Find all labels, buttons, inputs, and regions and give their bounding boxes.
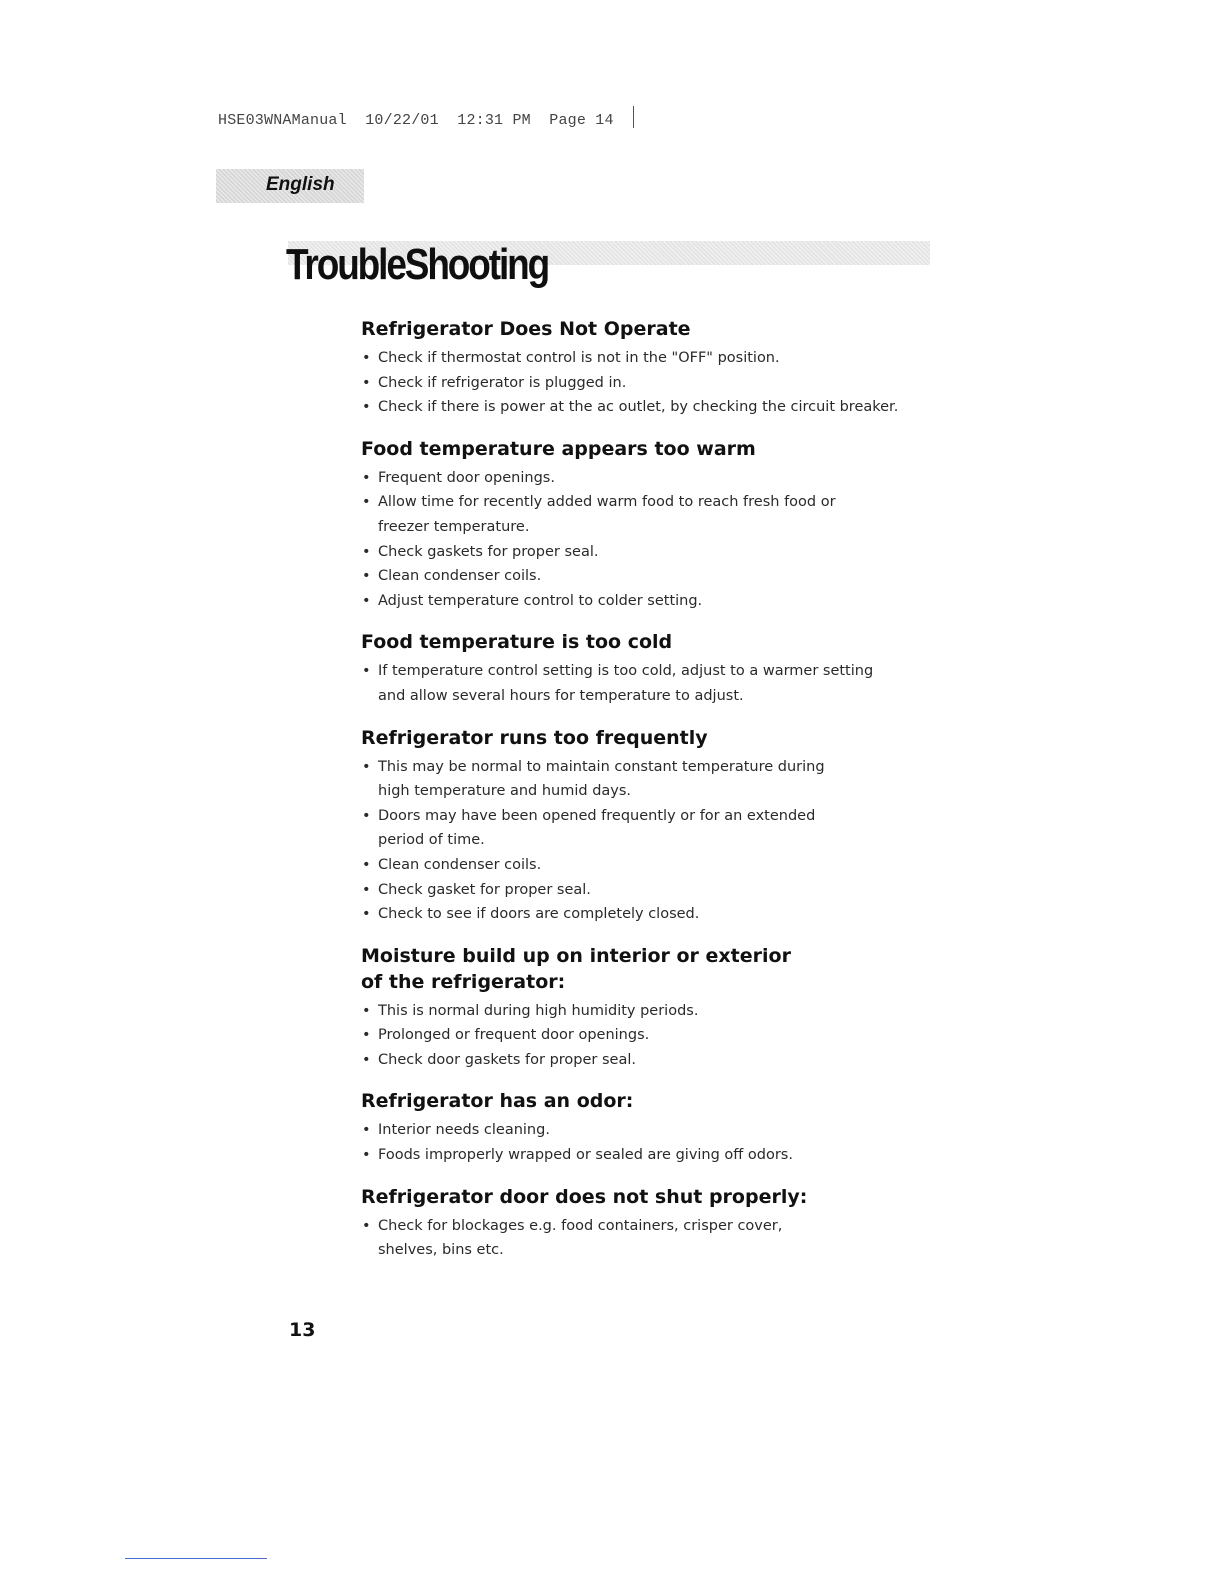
section-list [361, 755, 961, 927]
section-list [361, 346, 961, 420]
print-header: HSE03WNAManual 10/22/01 12:31 PM Page 14 [218, 112, 614, 129]
language-tab [216, 169, 364, 203]
list-item: • Check door gaskets for proper seal. [361, 1048, 961, 1073]
list-item: • Doors may have been opened frequently or for an extended period of time. [361, 804, 858, 853]
list-item: • Check for blockages e.g. food containers, crisper cover, shelves, bins etc. [361, 1214, 828, 1263]
page-number: 13 [289, 1319, 316, 1341]
section-odor [361, 1088, 961, 1167]
section-too-warm [361, 436, 961, 614]
list-item: • Check if refrigerator is plugged in. [361, 371, 961, 396]
list-item: • Check gasket for proper seal. [361, 878, 961, 903]
page-title: TroubleShooting [286, 240, 549, 289]
list-item: • Foods improperly wrapped or sealed are giving off odors. [361, 1143, 961, 1168]
list-item: • Check gaskets for proper seal. [361, 540, 961, 565]
section-list [361, 659, 961, 708]
list-item: • Check if there is power at the ac outlet, by checking the circuit breaker. [361, 395, 961, 420]
section-list [361, 1118, 961, 1167]
section-list [361, 1214, 961, 1263]
list-item: • This is normal during high humidity periods. [361, 999, 961, 1024]
troubleshooting-content [361, 316, 961, 1279]
list-item: • Clean condenser coils. [361, 564, 961, 589]
section-door-not-shut [361, 1184, 961, 1263]
section-heading: Refrigerator has an odor: [361, 1090, 634, 1113]
list-item: • Adjust temperature control to colder setting. [361, 589, 961, 614]
section-runs-frequently [361, 725, 961, 927]
section-heading: Moisture build up on interior or exterior of the refrigerator: [361, 944, 791, 993]
section-moisture [361, 943, 961, 1073]
section-too-cold [361, 629, 961, 708]
section-list [361, 466, 961, 614]
list-item: • This may be normal to maintain constant temperature during high temperature and humid days. [361, 755, 858, 804]
list-item: • Frequent door openings. [361, 466, 961, 491]
footer-rule [125, 1558, 267, 1559]
section-heading: Refrigerator Does Not Operate [361, 318, 691, 340]
language-tab-label: English [266, 174, 335, 195]
list-item: • Prolonged or frequent door openings. [361, 1023, 961, 1048]
crop-mark [633, 106, 634, 128]
section-list [361, 999, 961, 1073]
section-heading: Refrigerator runs too frequently [361, 726, 708, 749]
list-item: • Allow time for recently added warm food to reach fresh food or freezer temperature. [361, 490, 878, 539]
list-item: • Check to see if doors are completely closed. [361, 902, 961, 927]
list-item: • If temperature control setting is too cold, adjust to a warmer setting and allow several hours for temperature to adjust. [361, 659, 903, 708]
section-heading: Food temperature is too cold [361, 631, 673, 654]
section-heading: Food temperature appears too warm [361, 437, 756, 460]
list-item: • Interior needs cleaning. [361, 1118, 961, 1143]
section-does-not-operate [361, 316, 961, 420]
list-item: • Check if thermostat control is not in the "OFF" position. [361, 346, 961, 371]
section-heading: Refrigerator door does not shut properly: [361, 1185, 808, 1208]
list-item: • Clean condenser coils. [361, 853, 961, 878]
